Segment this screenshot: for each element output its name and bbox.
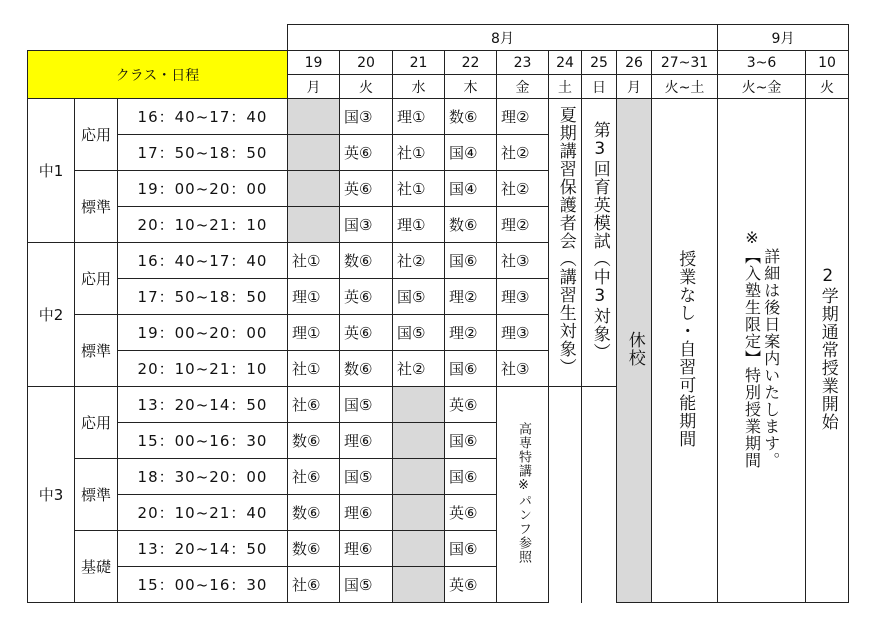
day-10: 火 [806, 75, 849, 99]
subject-cell: 国⑤ [340, 387, 393, 423]
date-24: 24 [549, 51, 582, 75]
date-10: 10 [806, 51, 849, 75]
event-aug24 [549, 99, 582, 387]
time-slot: 20：10~21：10 [118, 207, 288, 243]
subject-cell: 理② [445, 279, 497, 315]
day-27-31: 火~土 [652, 75, 718, 99]
event-sep3-6 [718, 99, 806, 603]
subject-cell: 社③ [497, 243, 549, 279]
subject-cell: 理② [445, 315, 497, 351]
subject-cell: 英⑥ [445, 387, 497, 423]
subject-cell: 英⑥ [445, 495, 497, 531]
subject-cell: 国⑤ [340, 567, 393, 603]
day-3-6: 火~金 [718, 75, 806, 99]
day-22: 木 [445, 75, 497, 99]
month-august: 8月 [288, 25, 718, 51]
subject-cell: 社② [497, 171, 549, 207]
day-24: 土 [549, 75, 582, 99]
subject-cell: 理③ [497, 279, 549, 315]
subject-cell [288, 207, 340, 243]
empty-cell [582, 387, 617, 603]
subject-cell: 数⑥ [445, 99, 497, 135]
subject-cell: 社② [497, 135, 549, 171]
level-label: 応用 [75, 387, 118, 459]
subject-cell: 国④ [445, 135, 497, 171]
date-21: 21 [393, 51, 445, 75]
event-text: 詳細は後日案内いたします。 [761, 248, 781, 469]
subject-cell: 国⑥ [445, 351, 497, 387]
day-21: 水 [393, 75, 445, 99]
level-label: 標準 [75, 171, 118, 243]
subject-cell [393, 567, 445, 603]
date-20: 20 [340, 51, 393, 75]
subject-cell [288, 99, 340, 135]
event-text: ※【入塾生限定】特別授業期間 [742, 228, 762, 469]
subject-cell: 国③ [340, 207, 393, 243]
subject-cell: 数⑥ [340, 351, 393, 387]
subject-cell: 社⑥ [288, 459, 340, 495]
date-23: 23 [497, 51, 549, 75]
subject-cell: 社③ [497, 351, 549, 387]
subject-cell: 社⑥ [288, 387, 340, 423]
event-aug26 [617, 99, 652, 603]
date-26: 26 [617, 51, 652, 75]
grade-label: 中1 [28, 99, 75, 243]
time-slot: 19：00~20：00 [118, 315, 288, 351]
subject-cell [393, 495, 445, 531]
subject-cell: 社② [393, 351, 445, 387]
subject-cell: 社② [393, 243, 445, 279]
subject-cell [393, 531, 445, 567]
grade-label: 中2 [28, 243, 75, 387]
event-text: 夏期講習保護者会（講習生対象） [555, 105, 576, 376]
time-slot: 17：50~18：50 [118, 135, 288, 171]
subject-cell: 理⑥ [340, 495, 393, 531]
subject-cell: 英⑥ [340, 315, 393, 351]
event-aug27-31 [652, 99, 718, 603]
event-aug25 [582, 99, 617, 387]
subject-cell: 理③ [497, 315, 549, 351]
subject-cell: 国③ [340, 99, 393, 135]
event-text: 休校 [624, 330, 645, 367]
time-slot: 15：00~16：30 [118, 423, 288, 459]
subject-cell: 社① [288, 351, 340, 387]
event-sep10 [806, 99, 849, 603]
schedule-table [27, 24, 849, 603]
event-text: 第3回育英模試（中3対象） [589, 120, 610, 361]
subject-cell: 国⑤ [393, 315, 445, 351]
subject-cell: 数⑥ [445, 207, 497, 243]
subject-cell: 理② [497, 207, 549, 243]
subject-cell [393, 423, 445, 459]
level-label: 基礎 [75, 531, 118, 603]
subject-cell: 社① [393, 135, 445, 171]
subject-cell: 国⑤ [340, 459, 393, 495]
class-schedule-title: クラス・日程 [28, 51, 288, 99]
subject-cell [393, 387, 445, 423]
month-september: 9月 [718, 25, 849, 51]
time-slot: 20：10~21：40 [118, 495, 288, 531]
subject-cell: 国⑥ [445, 243, 497, 279]
subject-cell: 社⑥ [288, 567, 340, 603]
time-slot: 18：30~20：00 [118, 459, 288, 495]
event-text: 高専特講※パンフ参照 [515, 421, 531, 564]
empty-cell [549, 387, 582, 603]
subject-cell: 英⑥ [340, 279, 393, 315]
time-slot: 20：10~21：10 [118, 351, 288, 387]
subject-cell: 国④ [445, 171, 497, 207]
subject-cell: 数⑥ [288, 531, 340, 567]
subject-cell: 英⑥ [340, 135, 393, 171]
time-slot: 16：40~17：40 [118, 99, 288, 135]
subject-cell [288, 171, 340, 207]
subject-cell: 数⑥ [288, 495, 340, 531]
subject-cell: 英⑥ [340, 171, 393, 207]
grade-label: 中3 [28, 387, 75, 603]
time-slot: 16：40~17：40 [118, 243, 288, 279]
time-slot: 13：20~14：50 [118, 387, 288, 423]
time-slot: 15：00~16：30 [118, 567, 288, 603]
level-label: 標準 [75, 315, 118, 387]
time-slot: 13：20~14：50 [118, 531, 288, 567]
day-20: 火 [340, 75, 393, 99]
subject-cell [393, 459, 445, 495]
subject-cell: 英⑥ [445, 567, 497, 603]
subject-cell: 国⑤ [393, 279, 445, 315]
date-27-31: 27~31 [652, 51, 718, 75]
date-25: 25 [582, 51, 617, 75]
level-label: 応用 [75, 243, 118, 315]
day-19: 月 [288, 75, 340, 99]
subject-cell: 理⑥ [340, 531, 393, 567]
level-label: 応用 [75, 99, 118, 171]
subject-cell: 数⑥ [340, 243, 393, 279]
subject-cell: 国⑥ [445, 459, 497, 495]
subject-cell: 社① [393, 171, 445, 207]
event-aug23-g3 [497, 387, 549, 603]
event-text: 授業なし・自習可能期間 [675, 249, 696, 448]
subject-cell: 理① [393, 99, 445, 135]
subject-cell: 理② [497, 99, 549, 135]
day-25: 日 [582, 75, 617, 99]
event-text: 2学期通常授業開始 [817, 266, 838, 431]
time-slot: 17：50~18：50 [118, 279, 288, 315]
header-blank [28, 25, 288, 51]
date-22: 22 [445, 51, 497, 75]
subject-cell: 理⑥ [340, 423, 393, 459]
time-slot: 19：00~20：00 [118, 171, 288, 207]
subject-cell: 数⑥ [288, 423, 340, 459]
subject-cell: 国⑥ [445, 531, 497, 567]
subject-cell: 理① [288, 315, 340, 351]
day-23: 金 [497, 75, 549, 99]
subject-cell: 理① [393, 207, 445, 243]
date-19: 19 [288, 51, 340, 75]
subject-cell [288, 135, 340, 171]
subject-cell: 理① [288, 279, 340, 315]
day-26: 月 [617, 75, 652, 99]
subject-cell: 社① [288, 243, 340, 279]
subject-cell: 国⑥ [445, 423, 497, 459]
level-label: 標準 [75, 459, 118, 531]
date-3-6: 3~6 [718, 51, 806, 75]
